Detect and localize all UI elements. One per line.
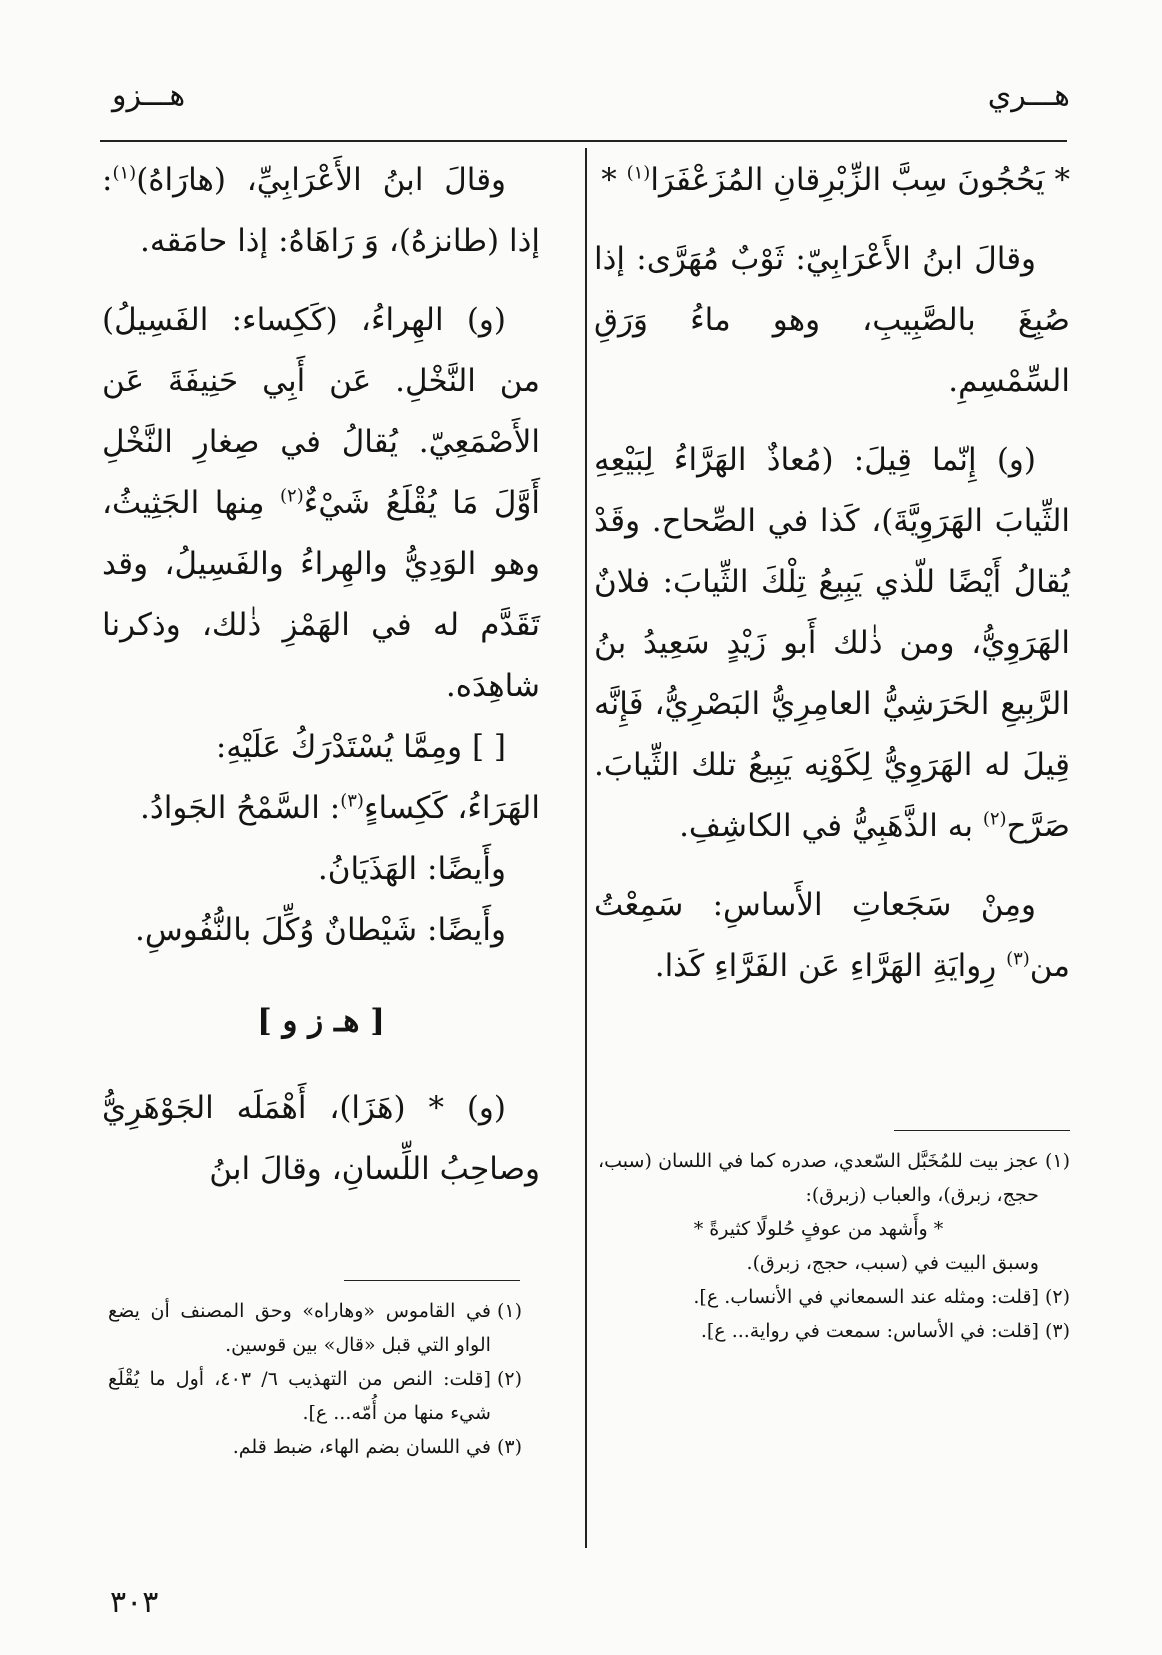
- footnote-ref: (٢): [280, 485, 304, 507]
- paragraph: [594, 430, 1070, 857]
- header-rule: [100, 140, 1067, 142]
- addendum-heading: [ ] ومِمَّا يُسْتَدْرَكُ عَلَيْهِ:: [215, 729, 506, 765]
- footnote: [108, 1362, 522, 1430]
- footnote-text: في اللسان بضم الهاء، ضبط قلم.: [232, 1436, 491, 1458]
- footnote-number: (١): [496, 1300, 522, 1322]
- footnote: [598, 1144, 1070, 1280]
- paragraph: وقالَ ابنُ الأَعْرَابِيّ: ثَوْبٌ مُهَرَّى: إذا صُبِغَ بالصَّبِيبِ، وهو ماءُ وَرَقِ السِّمْسِمِ.: [594, 241, 1070, 399]
- paragraph-text: مِنها الجَثِيثُ، وهو الوَدِيُّ والهِراءُ والفَسِيلُ، وقد تَقَدَّم له في الهَمْزِ ذٰلك، وذكرنا شاهِدَه.: [102, 485, 540, 704]
- left-column: [102, 150, 540, 1200]
- footnote-number: (٣): [1044, 1320, 1070, 1342]
- paragraph-text: : السَّمْحُ الجَوادُ.: [140, 790, 341, 826]
- footnote-text: عجز بيت للمُخَبَّل السّعدي، صدره كما في اللسان (سبب، حجج، زبرق)، والعباب (زبرق):: [598, 1150, 1039, 1206]
- verse-text: * يَحُجُونَ سِبَّ الزِّبْرِقانِ المُزَعْفَرَا: [650, 162, 1070, 198]
- paragraph-text: رِوايَةِ الهَرَّاءِ عَن الفَرَّاءِ كَذا.: [654, 948, 1007, 984]
- footnote: [598, 1280, 1070, 1314]
- paragraph-text: وقالَ ابنُ الأَعْرَابِيِّ، (هارَاهُ): [136, 162, 506, 198]
- running-head-root: هـــري: [987, 78, 1070, 113]
- footnote-text: في القاموس «وهاراه» وحق المصنف أن يضع الواو التي قبل «قال» بين قوسين.: [108, 1300, 491, 1356]
- footnote-ref: (١): [626, 162, 651, 184]
- footnote-number: (٢): [1044, 1286, 1070, 1308]
- footnote-body: [598, 1144, 1039, 1280]
- footnote: [108, 1430, 522, 1464]
- footnote-ref: (٣): [340, 790, 364, 812]
- paragraph: وأَيضًا: الهَذَيَانُ.: [317, 851, 506, 887]
- footnotes-right: [598, 1144, 1070, 1348]
- footnote-ref: (١): [112, 162, 137, 184]
- footnote: [598, 1314, 1070, 1348]
- footnote-rule: [344, 1280, 520, 1281]
- footnote-ref: (٢): [982, 808, 1007, 830]
- footnote-verse: * وأَشهد من عوفٍ حُلولًا كثيرةً *: [693, 1218, 944, 1240]
- footnote-rule: [894, 1130, 1070, 1131]
- verse-line: [594, 150, 1070, 211]
- footnotes-left: [108, 1294, 522, 1464]
- right-column: [594, 150, 1070, 997]
- paragraph-text: (و) الهِراءُ، (كَكِساء: الفَسِيلُ) من النَّخْلِ. عَن أَبِي حَنِيفَةَ عَن الأَصْمَعِيّ. يُقالُ في صِغارِ النَّخْلِ أَوَّلَ مَا يُقْلَعُ شَيْءٌ: [102, 302, 541, 521]
- paragraph: [102, 290, 540, 717]
- entry-heading: [ هـ ز و ]: [257, 1003, 385, 1039]
- column-divider: [585, 148, 587, 1548]
- footnote: [108, 1294, 522, 1362]
- paragraph-text: الهَرَاءُ، كَكِساءٍ: [363, 790, 540, 826]
- page-number: ٣٠٣: [110, 1585, 159, 1620]
- paragraph: [594, 875, 1070, 997]
- paragraph-text: : إذا (طانزهُ)، وَ رَاهَاهُ: إذا حامَقه.: [102, 162, 540, 259]
- running-head-next-root: هـــزو: [112, 78, 186, 113]
- footnote-number: (٢): [496, 1368, 522, 1390]
- footnote-text: [قلت: النص من التهذيب ٦/ ٤٠٣، أول ما يُقْلَع شيء منها من أُمّه... ع].: [108, 1368, 491, 1424]
- footnote-text: [قلت: في الأساس: سمعت في رواية... ع].: [700, 1320, 1039, 1342]
- paragraph: (و) * (هَزَا)، أَهْمَلَه الجَوْهَرِيُّ وصاحِبُ اللِّسانِ، وقالَ ابنُ: [102, 1090, 540, 1187]
- paragraph: [102, 778, 540, 839]
- paragraph-text: (و) إِنّما قِيلَ: (مُعاذٌ الهَرَّاءُ لِبَيْعِهِ الثِّيابَ الهَرَوِيَّةَ)، كَذا في الصِّحاح. وقَدْ يُقالُ أَيْضًا للّذي يَبِيعُ تِلْكَ الثِّيابَ: فلانٌ الهَرَوِيُّ، ومن ذٰلك أَبو زَيْدٍ سَعِيدُ بنُ الرَّبِيعِ الحَرَشِيُّ العامِرِيُّ البَصْرِيُّ، فَإِنَّه قِيلَ له الهَرَوِيُّ لِكَوْنِه يَبِيعُ تلك الثِّيابَ. صَرَّح: [594, 442, 1070, 844]
- footnote-number: (٣): [496, 1436, 522, 1458]
- footnote-ref: (٣): [1006, 948, 1030, 970]
- verse-tail: *: [601, 162, 627, 198]
- footnote-text: [قلت: ومثله عند السمعاني في الأنساب. ع].: [693, 1286, 1039, 1308]
- footnote-number: (١): [1044, 1150, 1070, 1172]
- paragraph-text: ومِنْ سَجَعاتِ الأَساسِ: سَمِعْتُ من: [594, 887, 1070, 984]
- footnote-text: وسبق البيت في (سبب، حجج، زبرق).: [746, 1252, 1039, 1274]
- paragraph: [102, 150, 540, 272]
- paragraph: وأَيضًا: شَيْطانٌ وُكِّلَ بالنُّفُوسِ.: [135, 912, 506, 948]
- paragraph-text: به الذَّهَبِيُّ في الكاشِفِ.: [679, 808, 983, 844]
